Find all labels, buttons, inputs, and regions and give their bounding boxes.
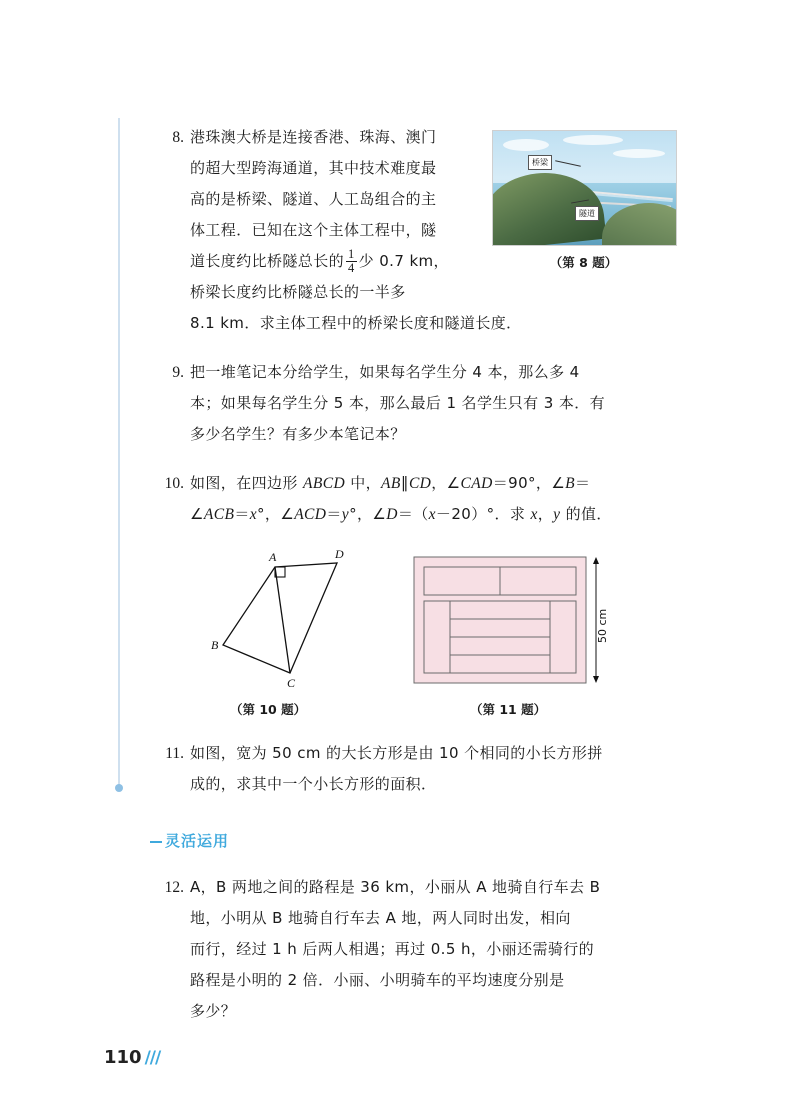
figure-caption-8: （第 8 题） [549,255,618,270]
figure-question-11 [410,551,620,691]
q10-x2: x [428,506,436,523]
q8-line-4: 体工程．已知在这个主体工程中，隧 [190,221,437,239]
question-11-number: 11. [165,745,184,762]
label-tunnel: 隧道 [575,206,599,221]
question-9 [150,357,670,450]
q10-t1: 如图，在四边形 [190,474,303,492]
q10-acd: ACD [294,506,327,523]
q10-t4: ＝90°，∠ [492,474,566,492]
q12-line-2: 地，小明从 B 地骑自行车去 A 地，两人同时出发，相向 [190,909,571,927]
label-bridge: 桥梁 [528,155,552,170]
question-10-text [190,468,670,530]
q8-line-5b: 少 0.7 km， [358,252,449,270]
question-8-text [190,122,670,308]
q10-cad: CAD [460,475,493,492]
q8-line-6: 桥梁长度约比桥隧总长的一半多 [190,283,406,301]
svg-text:D: D [335,547,344,561]
left-margin-rule [118,118,120,788]
section-heading-label: 灵活运用 [165,832,230,850]
q10-t8: °，∠ [257,505,295,523]
q10-t9: ＝ [326,505,342,523]
figure-question-10 [205,545,395,695]
q12-line-4: 路程是小明的 2 倍．小丽、小明骑车的平均速度分别是 [190,971,565,989]
q12-line-1: A，B 两地之间的路程是 36 km，小丽从 A 地骑自行车去 B [190,878,601,896]
q10-t12: －20）°．求 [435,505,531,523]
question-8-number: 8. [172,129,184,146]
question-12 [150,872,670,1027]
q8-line-1: 港珠澳大桥是连接香港、珠海、澳门 [190,128,437,146]
q10-parallel: ∥ [400,475,409,492]
question-11-text [190,738,670,800]
figure-caption-10: （第 10 题） [230,702,307,717]
q10-cd: CD [408,475,432,492]
fraction-one-quarter: $\frac{1}{4}$ [348,246,355,275]
q10-ab: AB [381,475,401,492]
q10-t5: ＝ [575,474,591,492]
q10-t6: ∠ [190,505,204,523]
q10-t2: 中， [345,474,382,492]
q10-t11: ＝（ [397,505,429,523]
q8-line-3: 高的是桥梁、隧道、人工岛组合的主 [190,190,437,208]
q10-x3: x [530,506,538,523]
question-8-text-cont [190,308,670,339]
question-9-text [190,357,670,450]
q10-y1: y [341,506,350,523]
figure-caption-11: （第 11 题） [470,702,547,717]
q10-x1: x [249,506,258,523]
figures-row [175,545,645,725]
q11-line-2: 成的，求其中一个小长方形的面积． [190,775,437,793]
q8-line-2: 的超大型跨海通道，其中技术难度最 [190,159,437,177]
svg-text:B: B [211,638,219,652]
q10-t10: °，∠ [349,505,387,523]
exercise-list [150,122,670,548]
section-heading [150,830,229,851]
q8-line-5a: 道长度约比桥隧总长的 [190,252,345,270]
question-12-number: 12. [164,879,184,896]
question-12-text [190,872,670,1027]
question-10-number: 10. [164,475,184,492]
q10-abcd: ABCD [302,475,346,492]
page-footer [104,1047,160,1068]
q11-line-1: 如图，宽为 50 cm 的大长方形是由 10 个相同的小长方形拼 [190,744,603,762]
q10-t3: ，∠ [431,474,461,492]
q10-t14: 的值． [560,505,612,523]
q10-B: B [565,475,576,492]
heading-bar [150,841,162,843]
q9-line-3: 多少名学生？有多少本笔记本？ [190,425,406,443]
q10-t7: ＝ [234,505,250,523]
question-10 [150,468,670,530]
question-8 [150,122,670,308]
q10-D: D [386,506,398,523]
page-number: 110 [104,1047,142,1068]
q12-line-3: 而行，经过 1 h 后两人相遇；再过 0.5 h，小丽还需骑行的 [190,940,595,958]
question-9-number: 9. [172,364,184,381]
q12-line-5: 多少？ [190,1002,237,1020]
question-11 [150,738,670,800]
q10-t13: ， [537,505,554,523]
q9-line-2: 本；如果每名学生分 5 本，那么最后 1 名学生只有 3 本．有 [190,394,606,412]
question-8-cont [150,308,670,339]
footer-slashes: /// [144,1048,161,1068]
svg-text:C: C [287,676,296,690]
q8-line-7: 8.1 km．求主体工程中的桥梁长度和隧道长度． [190,314,522,332]
q9-line-1: 把一堆笔记本分给学生，如果每名学生分 4 本，那么多 4 [190,363,580,381]
svg-text:50 cm: 50 cm [596,608,609,643]
q10-y2: y [553,506,561,523]
q10-acb: ACB [203,506,235,523]
svg-text:A: A [269,550,277,564]
